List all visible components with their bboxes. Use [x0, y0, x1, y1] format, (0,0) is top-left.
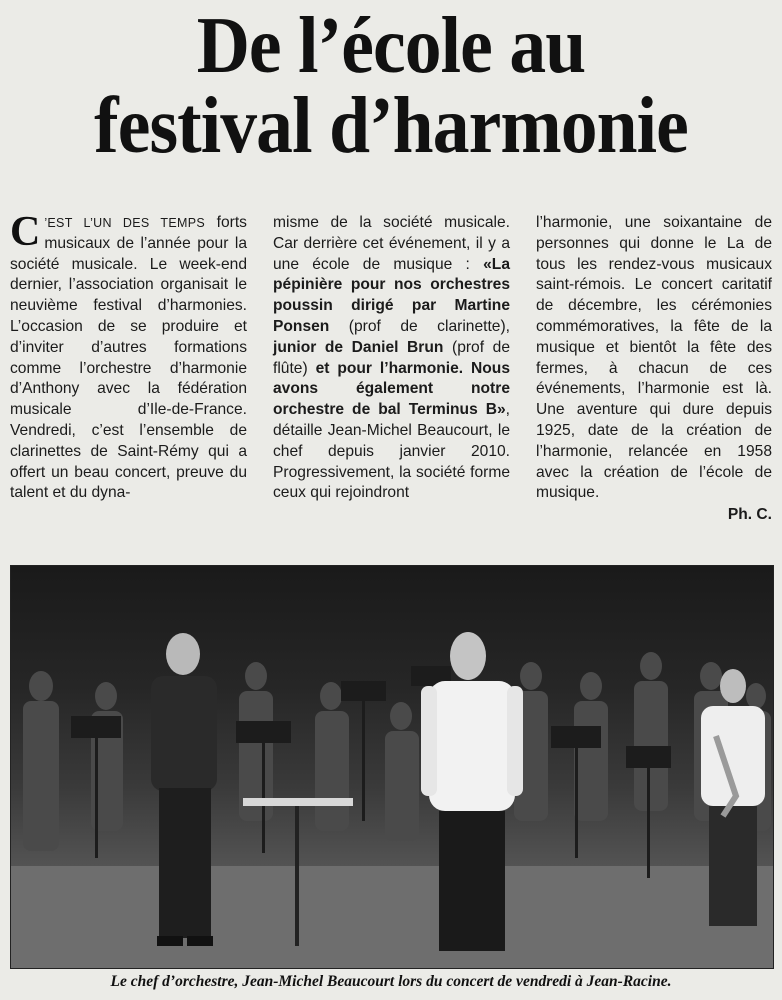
- headline-line-2: festival d’harmonie: [94, 82, 688, 170]
- column-2-outro: , détaille Jean-Michel Beaucourt, le chef depuis janvier 2010. Progressivement, la société forme ceux qui rejoindront: [273, 401, 510, 502]
- photo-caption: Le chef d’orchestre, Jean-Michel Beaucourt lors du concert de vendredi à Jean-Racine.: [110, 973, 672, 990]
- concert-photo: [10, 565, 774, 969]
- article-column-2: [273, 213, 510, 504]
- column-1-text: forts musicaux de l’année pour la société musicale. Le week-end dernier, l’association organisait le neuvième festival d’harmonies. L’occasion de se produire et d’inviter d’autres formations comme l’orchestre d’harmonie d’Anthony avec la fédération musicale d’Ile-de-France. Vendredi, c’est l’ensemble de clarinettes de Saint-Rémy qui a offert un beau concert, preuve du talent et du dyna-: [10, 214, 247, 502]
- quote-part-1: «La pépinière pour nos orchestres poussin dirigé par Martine Ponsen: [273, 255, 510, 335]
- column-2-intro: misme de la société musicale. Car derrière cet événement, il y a une école de musique :: [273, 214, 510, 273]
- concert-photo-illustration: [11, 566, 773, 968]
- photo-credit: Ph. C.: [727, 506, 772, 524]
- quote-part-3: et pour l’harmonie. Nous avons également notre orchestre de bal Terminus B»: [273, 359, 510, 419]
- article-column-3: [536, 213, 772, 526]
- article-column-1: [10, 209, 247, 504]
- headline: [31, 2, 750, 170]
- quote-part-2: junior de Daniel Brun: [273, 338, 444, 356]
- drop-cap: C: [10, 209, 41, 255]
- column-3-text: l’harmonie, une soixantaine de personnes qui donne le La de tous les rendez-vous musicaux saint-rémois. Le concert caritatif de décembre, les cérémonies commémoratives, la fête de la musique et bientôt la fête des fermes, à chacun de ces événements, l’harmonie est là. Une aventure qui dure depuis 1925, date de la création de l’harmonie, relancée en 1958 avec la création de l’école de musique.: [536, 214, 772, 502]
- paren-part-1: (prof de clarinette),: [329, 317, 510, 335]
- lead-smallcaps: ’EST L’UN DES TEMPS: [44, 216, 205, 230]
- headline-line-1: De l’école au: [196, 2, 586, 90]
- paren-part-2: (prof de flûte): [273, 338, 510, 377]
